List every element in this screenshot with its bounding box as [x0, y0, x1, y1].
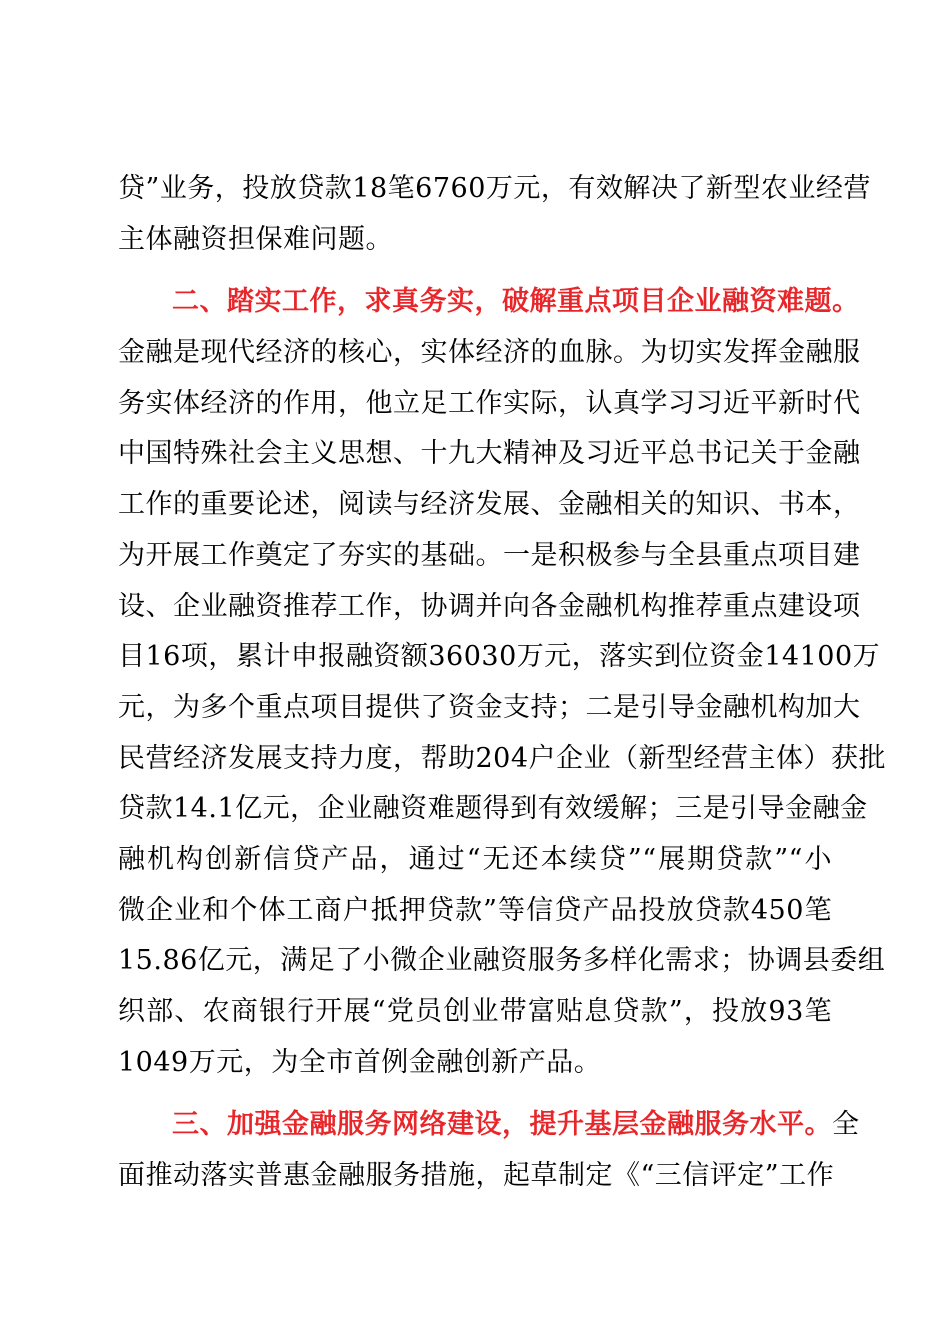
paragraph-2-line-15: 1049万元，为全市首例金融创新产品。 — [118, 1046, 602, 1078]
paragraph-1-line-2: 主体融资担保难问题。 — [118, 223, 393, 255]
section-3-heading-tail: 全 — [832, 1109, 860, 1141]
section-3-heading-line — [118, 1100, 860, 1151]
paragraph-2-line-6: 设、企业融资推荐工作，协调并向各金融机构推荐重点建设项 — [118, 590, 861, 622]
paragraph-2-line-2: 务实体经济的作用，他立足工作实际，认真学习习近平新时代 — [118, 387, 861, 419]
paragraph-2-line-9: 民营经济发展支持力度，帮助204户企业（新型经营主体）获批 — [118, 742, 887, 774]
paragraph-2-line-3: 中国特殊社会主义思想、十九大精神及习近平总书记关于金融 — [118, 438, 861, 470]
paragraph-2-line-13: 15.86亿元，满足了小微企业融资服务多样化需求；协调县委组 — [118, 945, 886, 977]
paragraph-3-line-1: 面推动落实普惠金融服务措施，起草制定《“三信评定”工作 — [118, 1160, 835, 1192]
paragraph-2-line-10: 贷款14.1亿元，企业融资难题得到有效缓解；三是引导金融金 — [118, 793, 868, 825]
paragraph-gap — [118, 265, 832, 277]
paragraph-2-line-5: 为开展工作奠定了夯实的基础。一是积极参与全县重点项目建 — [118, 539, 861, 571]
paragraph-gap — [118, 1088, 832, 1100]
paragraph-2-line-7: 目16项，累计申报融资额36030万元，落实到位资金14100万 — [118, 641, 881, 673]
section-2-heading-line — [118, 277, 860, 328]
section-3-heading: 三、加强金融服务网络建设，提升基层金融服务水平。 — [172, 1109, 832, 1141]
paragraph-2-line-11: 融机构创新信贷产品，通过“无还本续贷”“展期贷款”“小 — [118, 843, 832, 875]
section-2-heading: 二、踏实工作，求真务实，破解重点项目企业融资难题。 — [172, 286, 860, 318]
paragraph-2-line-14: 织部、农商银行开展“党员创业带富贴息贷款”，投放93笔 — [118, 996, 832, 1027]
paragraph-2-line-4: 工作的重要论述，阅读与经济发展、金融相关的知识、书本， — [118, 489, 861, 521]
paragraph-2-line-1: 金融是现代经济的核心，实体经济的血脉。为切实发挥金融服 — [118, 337, 861, 369]
paragraph-2-line-12: 微企业和个体工商户抵押贷款”等信贷产品投放贷款450笔 — [118, 894, 832, 926]
paragraph-2-line-8: 元，为多个重点项目提供了资金支持；二是引导金融机构加大 — [118, 691, 861, 723]
paragraph-1-line-1: 贷”业务，投放贷款18笔6760万元，有效解决了新型农业经营 — [118, 173, 871, 204]
